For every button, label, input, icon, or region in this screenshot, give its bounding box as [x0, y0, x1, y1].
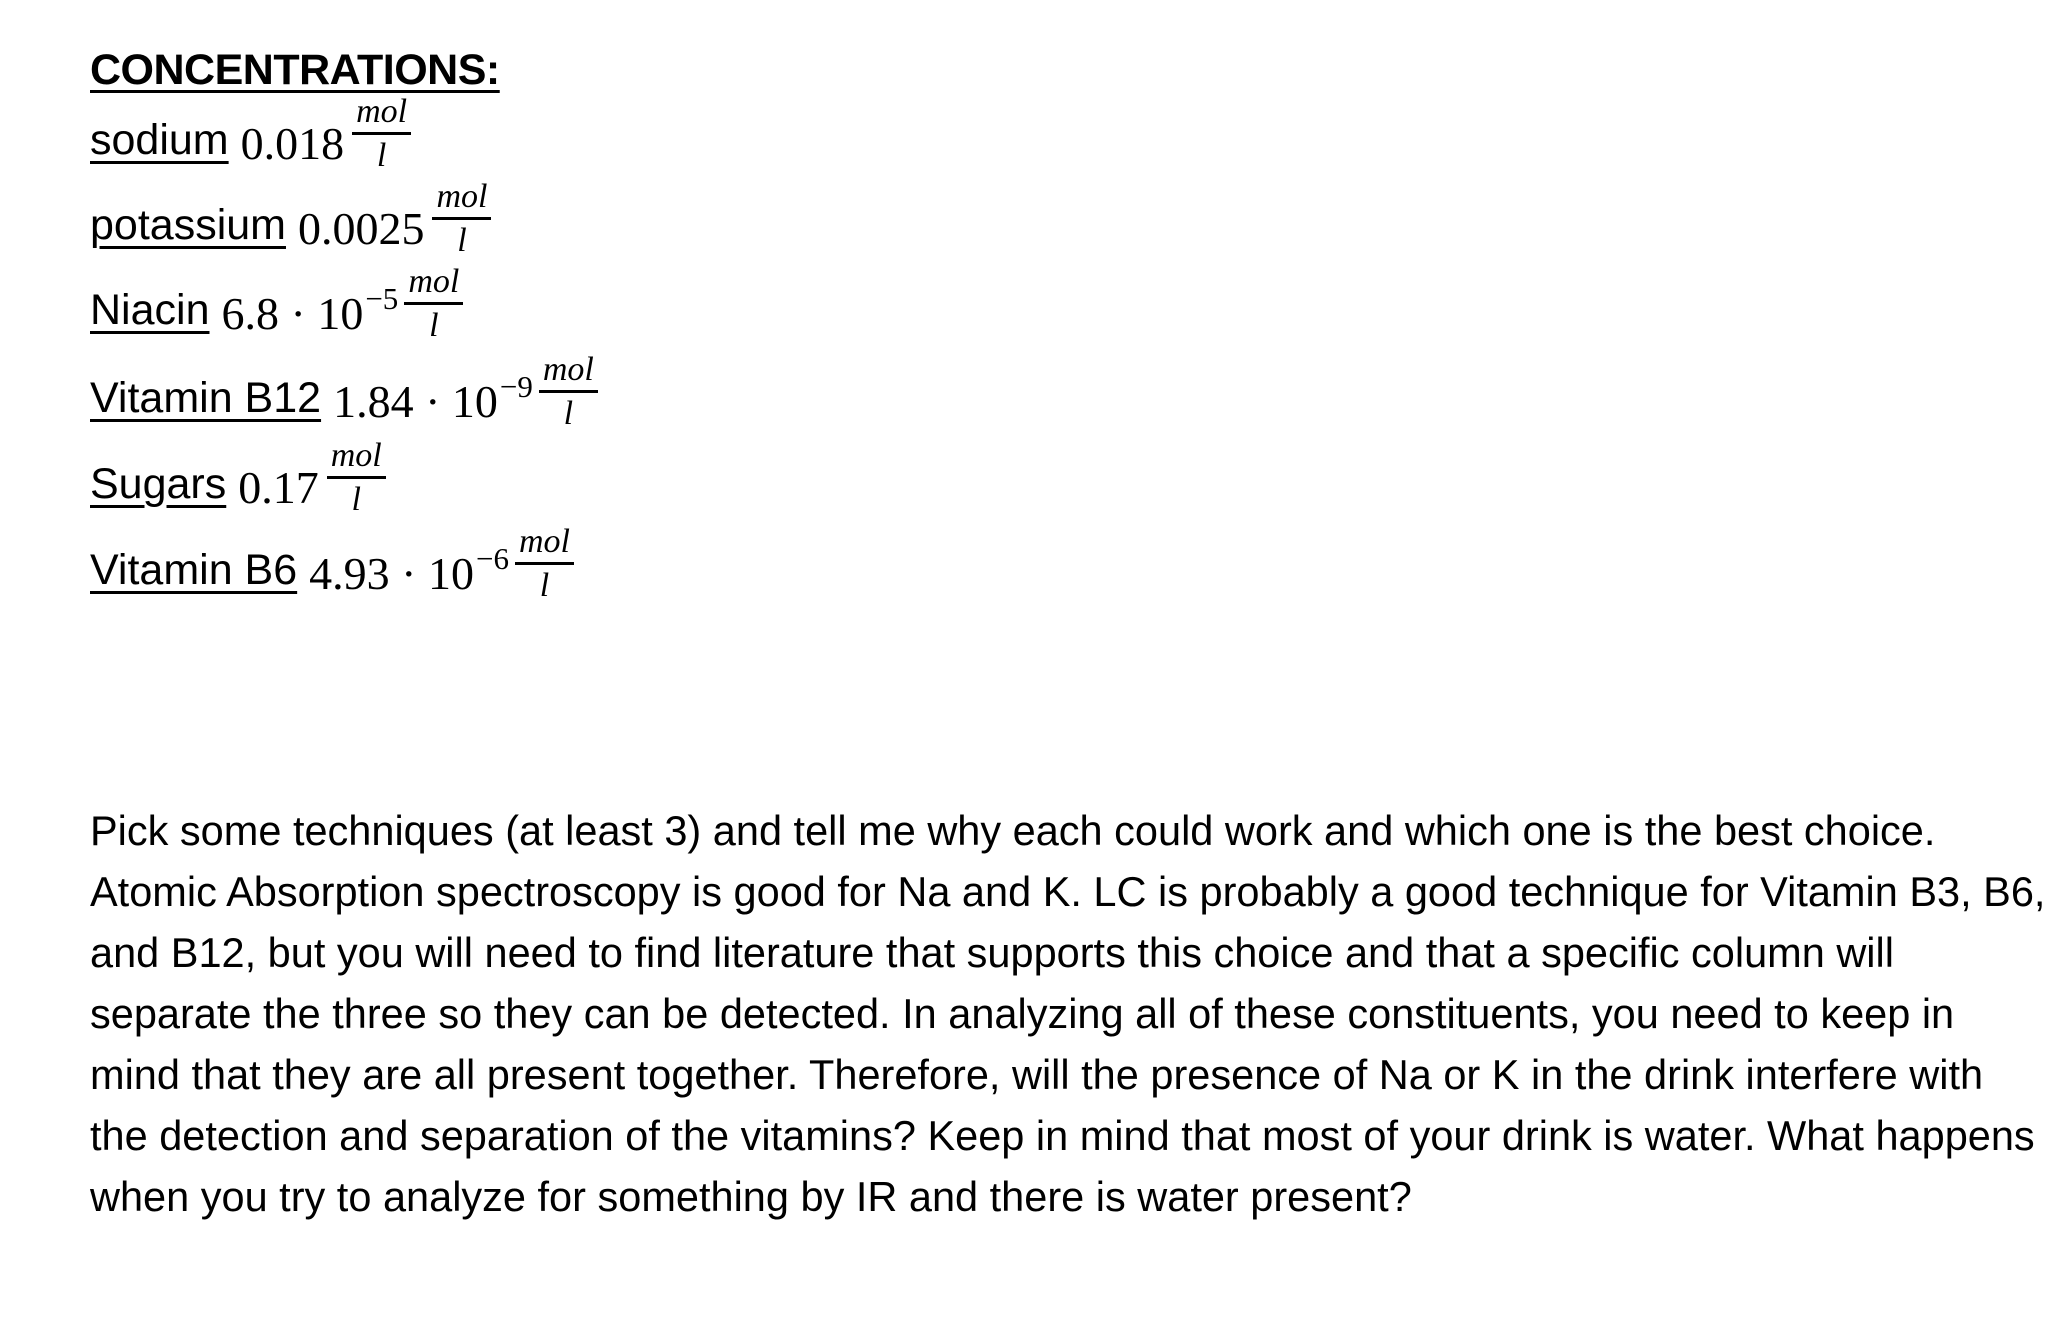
unit-fraction: $\frac{\text{mol}}{l}$: [515, 525, 574, 603]
substance-name: sodium: [90, 115, 229, 164]
unit-fraction: $\frac{\text{mol}}{l}$: [404, 265, 463, 343]
concentration-value: 0.018: [240, 117, 345, 169]
concentration-value: $4.93 \cdot 10^{-6}$: [309, 540, 509, 599]
substance-name: Niacin: [90, 285, 210, 334]
substance-name: Vitamin B6: [90, 545, 298, 594]
concentration-line-sodium: [90, 93, 411, 180]
unit-fraction: $\frac{\text{mol}}{l}$: [352, 95, 411, 173]
substance-name: Vitamin B12: [90, 373, 322, 422]
concentration-value: 0.17: [238, 461, 319, 513]
concentration-line-potassium: [90, 178, 491, 265]
unit-fraction: $\frac{\text{mol}}{l}$: [327, 439, 386, 517]
concentration-line-vitamin-b12: [90, 351, 598, 438]
concentration-value: 0.0025: [297, 202, 425, 254]
concentration-line-niacin: [90, 263, 463, 350]
instructions-paragraph: Pick some techniques (at least 3) and tell me why each could work and which one is the best choice. Atomic Absorption spectroscopy is good for Na and K. LC is probably a good technique for Vitamin B3, B6, and B12, but you will need to find literature that supports this choice and that a specific column will separate the three so they can be detected. In analyzing all of these constituents, you need to keep in mind that they are all present together. Therefore, will the presence of Na or K in the drink interfere with the detection and separation of the vitamins? Keep in mind that most of your drink is water. What happens when you try to analyze for something by IR and there is water present?: [90, 807, 2046, 1220]
concentrations-heading: CONCENTRATIONS:: [90, 46, 500, 94]
substance-name: potassium: [90, 200, 286, 249]
concentration-value: $1.84 \cdot 10^{-9}$: [333, 368, 533, 427]
substance-name: Sugars: [90, 459, 227, 508]
concentration-line-vitamin-b6: [90, 523, 574, 610]
concentration-value: $6.8 \cdot 10^{-5}$: [221, 280, 399, 339]
unit-fraction: $\frac{\text{mol}}{l}$: [539, 353, 598, 431]
concentration-line-sugars: [90, 437, 386, 524]
unit-fraction: $\frac{\text{mol}}{l}$: [432, 180, 491, 258]
